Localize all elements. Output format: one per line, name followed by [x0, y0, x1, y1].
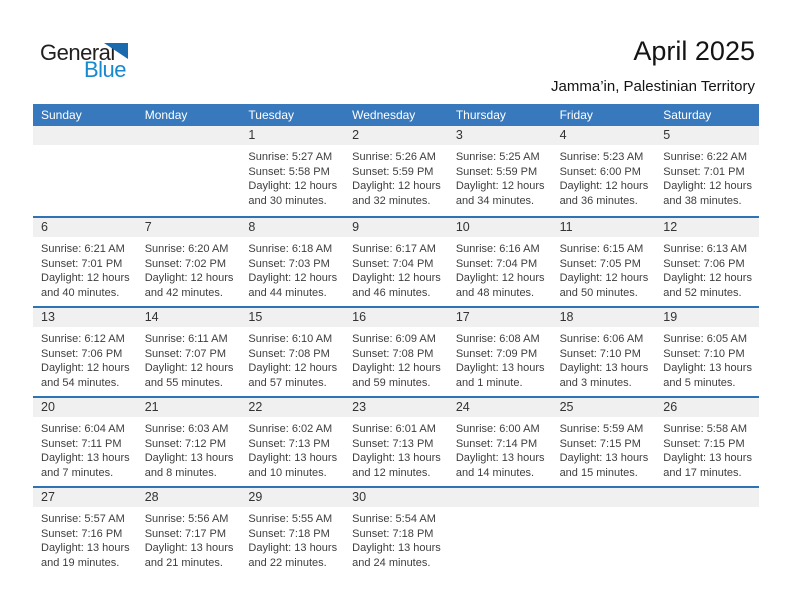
week-row — [33, 306, 759, 396]
sunset-text: Sunset: 7:18 PM — [352, 527, 434, 540]
title-block — [551, 36, 755, 95]
day-cell — [240, 218, 344, 306]
day-cell — [344, 218, 448, 306]
day-number: 30 — [344, 488, 448, 507]
day-cell — [137, 218, 241, 306]
day-cell — [655, 398, 759, 486]
day-number — [137, 126, 241, 145]
sunrise-text: Sunrise: 6:15 AM — [559, 243, 644, 255]
daylight-text: Daylight: 12 hours and 42 minutes. — [144, 272, 234, 299]
day-number — [448, 488, 552, 507]
day-info — [552, 417, 656, 480]
sunset-text: Sunset: 7:13 PM — [248, 437, 330, 450]
daylight-text: Daylight: 12 hours and 54 minutes. — [41, 362, 130, 389]
day-info — [137, 327, 241, 390]
day-info — [33, 507, 137, 570]
daylight-text: Daylight: 13 hours and 15 minutes. — [559, 452, 649, 479]
day-info — [137, 237, 241, 300]
sunrise-text: Sunrise: 6:20 AM — [144, 243, 229, 255]
daylight-text: Daylight: 12 hours and 52 minutes. — [663, 272, 752, 299]
sunrise-text: Sunrise: 6:11 AM — [144, 333, 228, 345]
daylight-text: Daylight: 12 hours and 59 minutes. — [352, 362, 441, 389]
sunrise-text: Sunrise: 6:10 AM — [248, 333, 333, 345]
day-info — [240, 145, 344, 208]
day-number: 7 — [137, 218, 241, 237]
day-info — [655, 417, 759, 480]
day-number: 2 — [344, 126, 448, 145]
day-cell — [448, 398, 552, 486]
day-number: 13 — [33, 308, 137, 327]
daylight-text: Daylight: 13 hours and 14 minutes. — [455, 452, 545, 479]
sunset-text: Sunset: 7:03 PM — [248, 257, 330, 270]
daylight-text: Daylight: 12 hours and 38 minutes. — [663, 180, 752, 207]
day-cell — [240, 308, 344, 396]
sunrise-text: Sunrise: 6:01 AM — [352, 423, 436, 435]
sunrise-text: Sunrise: 5:54 AM — [352, 513, 436, 525]
day-number: 22 — [240, 398, 344, 417]
day-info — [344, 327, 448, 390]
day-cell — [344, 126, 448, 216]
daylight-text: Daylight: 13 hours and 10 minutes. — [248, 452, 338, 479]
day-cell — [552, 488, 656, 576]
sunset-text: Sunset: 7:17 PM — [144, 527, 227, 540]
day-info — [655, 327, 759, 390]
day-number: 19 — [655, 308, 759, 327]
day-cell — [552, 126, 656, 216]
day-number: 14 — [137, 308, 241, 327]
day-info — [137, 145, 241, 150]
day-cell — [552, 398, 656, 486]
sunrise-text: Sunrise: 5:25 AM — [455, 151, 540, 163]
daylight-text: Daylight: 12 hours and 32 minutes. — [352, 180, 441, 207]
day-info — [240, 327, 344, 390]
sunrise-text: Sunrise: 6:08 AM — [455, 333, 540, 345]
day-info — [33, 417, 137, 480]
day-number: 24 — [448, 398, 552, 417]
day-info — [240, 507, 344, 570]
sunset-text: Sunset: 7:18 PM — [248, 527, 330, 540]
weekday-header-cell: Wednesday — [352, 108, 416, 122]
day-cell — [655, 308, 759, 396]
weekday-header-cell: Saturday — [663, 108, 712, 122]
sunrise-text: Sunrise: 6:22 AM — [663, 151, 748, 163]
daylight-text: Daylight: 13 hours and 19 minutes. — [41, 542, 130, 569]
sunrise-text: Sunrise: 6:12 AM — [41, 333, 125, 345]
sunrise-text: Sunrise: 6:18 AM — [248, 243, 333, 255]
day-number: 4 — [552, 126, 656, 145]
day-info — [655, 507, 759, 512]
day-cell — [552, 218, 656, 306]
weekday-header-cell: Monday — [144, 108, 188, 122]
sunrise-text: Sunrise: 5:56 AM — [144, 513, 229, 525]
day-number: 3 — [448, 126, 552, 145]
day-cell — [33, 126, 137, 216]
day-cell — [448, 126, 552, 216]
day-number: 21 — [137, 398, 241, 417]
sunrise-text: Sunrise: 6:04 AM — [41, 423, 125, 435]
day-number — [552, 488, 656, 507]
sunrise-text: Sunrise: 5:59 AM — [559, 423, 644, 435]
sunset-text: Sunset: 7:14 PM — [455, 437, 538, 450]
sunset-text: Sunset: 7:12 PM — [144, 437, 227, 450]
week-row — [33, 396, 759, 486]
day-info — [655, 237, 759, 300]
sunset-text: Sunset: 7:15 PM — [663, 437, 745, 450]
day-cell — [448, 218, 552, 306]
day-cell — [137, 308, 241, 396]
daylight-text: Daylight: 12 hours and 30 minutes. — [248, 180, 338, 207]
day-info — [344, 237, 448, 300]
sunrise-text: Sunrise: 5:27 AM — [248, 151, 333, 163]
sunset-text: Sunset: 7:06 PM — [41, 347, 123, 360]
day-cell — [33, 488, 137, 576]
day-cell — [655, 488, 759, 576]
daylight-text: Daylight: 13 hours and 17 minutes. — [663, 452, 752, 479]
sunrise-text: Sunrise: 5:26 AM — [352, 151, 436, 163]
day-info — [344, 507, 448, 570]
page-title: April 2025 — [633, 36, 755, 66]
sunset-text: Sunset: 5:58 PM — [248, 165, 330, 178]
daylight-text: Daylight: 12 hours and 57 minutes. — [248, 362, 338, 389]
sunset-text: Sunset: 5:59 PM — [455, 165, 538, 178]
sunrise-text: Sunrise: 6:03 AM — [144, 423, 229, 435]
calendar-table — [33, 104, 759, 576]
logo-text-blue: Blue — [84, 57, 127, 82]
weekday-header-cell: Sunday — [41, 108, 82, 122]
day-cell — [240, 488, 344, 576]
day-info — [344, 417, 448, 480]
day-info — [552, 237, 656, 300]
day-cell — [33, 218, 137, 306]
sunset-text: Sunset: 7:15 PM — [559, 437, 641, 450]
sunset-text: Sunset: 7:07 PM — [144, 347, 227, 360]
sunset-text: Sunset: 7:10 PM — [559, 347, 641, 360]
sunrise-text: Sunrise: 5:55 AM — [248, 513, 333, 525]
day-info — [448, 417, 552, 480]
day-number: 15 — [240, 308, 344, 327]
sunrise-text: Sunrise: 6:21 AM — [41, 243, 125, 255]
sunset-text: Sunset: 7:08 PM — [352, 347, 434, 360]
sunrise-text: Sunrise: 6:06 AM — [559, 333, 644, 345]
sunrise-text: Sunrise: 6:05 AM — [663, 333, 748, 345]
day-cell — [240, 398, 344, 486]
sunset-text: Sunset: 7:09 PM — [455, 347, 538, 360]
logo-text-general: General — [40, 40, 115, 65]
sunrise-text: Sunrise: 6:00 AM — [455, 423, 540, 435]
sunset-text: Sunset: 7:16 PM — [41, 527, 123, 540]
sunset-text: Sunset: 7:13 PM — [352, 437, 434, 450]
day-number: 26 — [655, 398, 759, 417]
day-info — [448, 145, 552, 208]
sunset-text: Sunset: 7:04 PM — [352, 257, 434, 270]
sunset-text: Sunset: 5:59 PM — [352, 165, 434, 178]
day-cell — [137, 398, 241, 486]
daylight-text: Daylight: 13 hours and 8 minutes. — [144, 452, 234, 479]
sunset-text: Sunset: 7:02 PM — [144, 257, 227, 270]
day-cell — [33, 308, 137, 396]
day-cell — [33, 398, 137, 486]
sunrise-text: Sunrise: 5:57 AM — [41, 513, 125, 525]
day-info — [448, 507, 552, 512]
sunrise-text: Sunrise: 6:17 AM — [352, 243, 436, 255]
week-row — [33, 216, 759, 306]
day-number: 27 — [33, 488, 137, 507]
logo — [40, 40, 150, 86]
sunrise-text: Sunrise: 5:23 AM — [559, 151, 644, 163]
calendar-body — [33, 126, 759, 576]
week-row — [33, 126, 759, 216]
sunrise-text: Sunrise: 5:58 AM — [663, 423, 748, 435]
sunset-text: Sunset: 7:08 PM — [248, 347, 330, 360]
daylight-text: Daylight: 13 hours and 21 minutes. — [144, 542, 234, 569]
daylight-text: Daylight: 13 hours and 12 minutes. — [352, 452, 441, 479]
daylight-text: Daylight: 12 hours and 46 minutes. — [352, 272, 441, 299]
sunset-text: Sunset: 7:05 PM — [559, 257, 641, 270]
day-number: 17 — [448, 308, 552, 327]
day-number: 28 — [137, 488, 241, 507]
day-info — [33, 327, 137, 390]
weekday-header-cell: Thursday — [455, 108, 506, 122]
sunset-text: Sunset: 7:06 PM — [663, 257, 745, 270]
day-info — [448, 237, 552, 300]
day-info — [137, 507, 241, 570]
daylight-text: Daylight: 12 hours and 44 minutes. — [248, 272, 338, 299]
daylight-text: Daylight: 13 hours and 24 minutes. — [352, 542, 441, 569]
day-info — [448, 327, 552, 390]
daylight-text: Daylight: 12 hours and 40 minutes. — [41, 272, 130, 299]
day-number: 9 — [344, 218, 448, 237]
sunrise-text: Sunrise: 6:13 AM — [663, 243, 748, 255]
day-number: 20 — [33, 398, 137, 417]
day-cell — [552, 308, 656, 396]
day-info — [344, 145, 448, 208]
day-number: 23 — [344, 398, 448, 417]
day-cell — [448, 488, 552, 576]
sunset-text: Sunset: 7:01 PM — [41, 257, 123, 270]
sunset-text: Sunset: 7:10 PM — [663, 347, 745, 360]
page-subtitle: Jamma’in, Palestinian Territory — [551, 78, 755, 96]
sunset-text: Sunset: 7:04 PM — [455, 257, 538, 270]
daylight-text: Daylight: 13 hours and 3 minutes. — [559, 362, 649, 389]
day-number — [655, 488, 759, 507]
day-cell — [137, 488, 241, 576]
daylight-text: Daylight: 13 hours and 1 minute. — [455, 362, 545, 389]
day-cell — [448, 308, 552, 396]
daylight-text: Daylight: 12 hours and 55 minutes. — [144, 362, 234, 389]
daylight-text: Daylight: 13 hours and 22 minutes. — [248, 542, 338, 569]
day-number: 18 — [552, 308, 656, 327]
day-cell — [344, 398, 448, 486]
daylight-text: Daylight: 12 hours and 50 minutes. — [559, 272, 649, 299]
weekday-header-row — [33, 104, 759, 126]
day-number: 10 — [448, 218, 552, 237]
day-cell — [655, 126, 759, 216]
daylight-text: Daylight: 13 hours and 7 minutes. — [41, 452, 130, 479]
daylight-text: Daylight: 12 hours and 36 minutes. — [559, 180, 649, 207]
day-number: 29 — [240, 488, 344, 507]
day-number: 11 — [552, 218, 656, 237]
day-cell — [240, 126, 344, 216]
day-cell — [344, 488, 448, 576]
daylight-text: Daylight: 12 hours and 48 minutes. — [455, 272, 545, 299]
day-number: 8 — [240, 218, 344, 237]
day-info — [33, 145, 137, 150]
day-info — [552, 145, 656, 208]
daylight-text: Daylight: 12 hours and 34 minutes. — [455, 180, 545, 207]
day-number: 6 — [33, 218, 137, 237]
weekday-header-cell: Friday — [559, 108, 593, 122]
day-cell — [655, 218, 759, 306]
day-cell — [344, 308, 448, 396]
sunset-text: Sunset: 6:00 PM — [559, 165, 641, 178]
day-number: 16 — [344, 308, 448, 327]
sunset-text: Sunset: 7:01 PM — [663, 165, 745, 178]
day-info — [552, 507, 656, 512]
day-cell — [137, 126, 241, 216]
sunrise-text: Sunrise: 6:09 AM — [352, 333, 436, 345]
day-info — [240, 417, 344, 480]
day-info — [240, 237, 344, 300]
day-number — [33, 126, 137, 145]
day-info — [552, 327, 656, 390]
sunset-text: Sunset: 7:11 PM — [41, 437, 122, 450]
daylight-text: Daylight: 13 hours and 5 minutes. — [663, 362, 752, 389]
day-number: 1 — [240, 126, 344, 145]
sunrise-text: Sunrise: 6:02 AM — [248, 423, 333, 435]
day-number: 25 — [552, 398, 656, 417]
weekday-header-cell: Tuesday — [248, 108, 295, 122]
day-info — [137, 417, 241, 480]
day-info — [655, 145, 759, 208]
day-number: 5 — [655, 126, 759, 145]
sunrise-text: Sunrise: 6:16 AM — [455, 243, 540, 255]
week-row — [33, 486, 759, 576]
day-number: 12 — [655, 218, 759, 237]
day-info — [33, 237, 137, 300]
